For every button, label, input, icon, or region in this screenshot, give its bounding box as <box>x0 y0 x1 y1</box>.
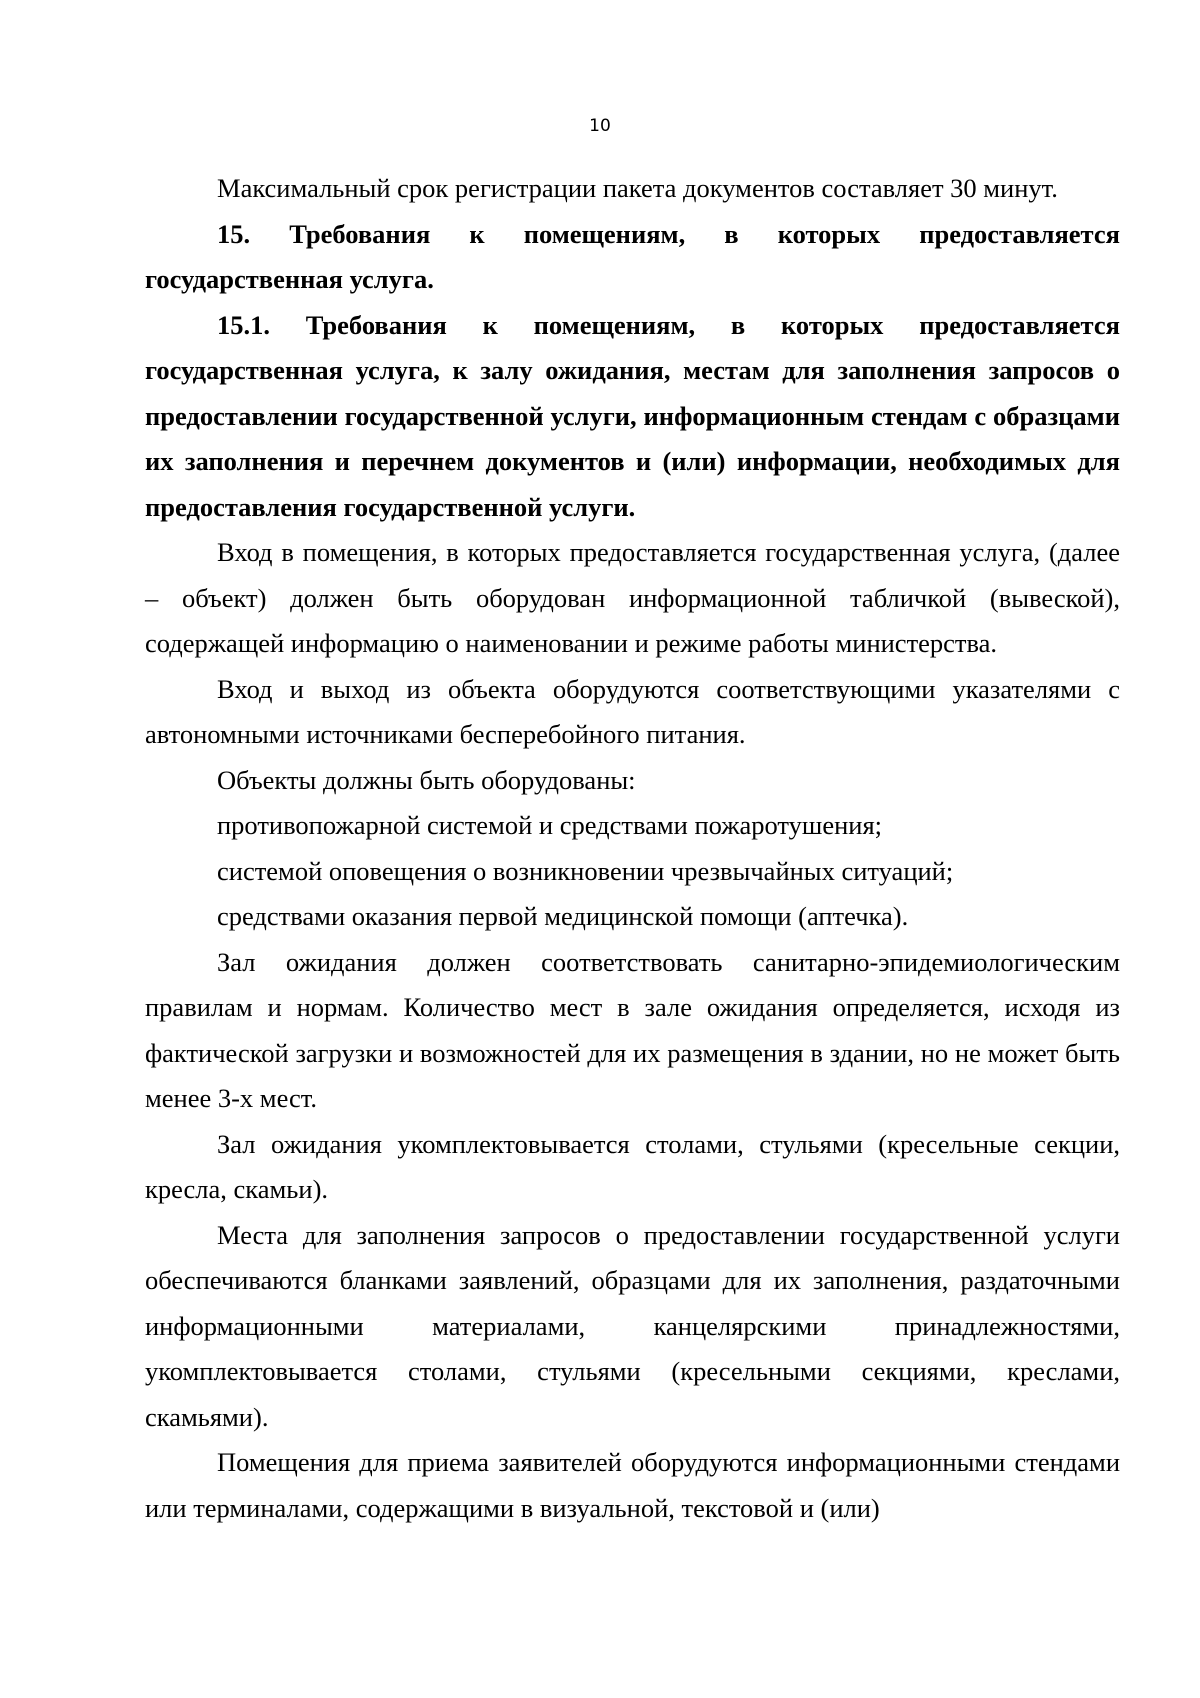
list-item-fire-system: противопожарной системой и средствами пожаротушения; <box>217 810 882 840</box>
document-body <box>145 166 1120 1531</box>
paragraph-waiting-hall-norms: Зал ожидания должен соответствовать санитарно-эпидемиологическим правилам и нормам. Количество мест в зале ожидания определяется, исходя из фактической загрузки и возможностей для их размещения в здании, но не может быть менее 3-х мест. <box>145 946 1120 1113</box>
paragraph-equipment-intro: Объекты должны быть оборудованы: <box>217 764 636 795</box>
page-number: 10 <box>589 116 611 136</box>
list-item-alert-system: системой оповещения о возникновении чрезвычайных ситуаций; <box>217 855 954 886</box>
list-item-first-aid: средствами оказания первой медицинской помощи (аптечка). <box>217 901 909 931</box>
paragraph-registration-time: Максимальный срок регистрации пакета документов составляет 30 минут. <box>217 173 1058 203</box>
section-heading-15-1: 15.1. Требования к помещениям, в которых предоставляется государственная услуга, к залу ожидания, местам для заполнения запросов о предоставлении государственной услуги, информационным стендам с образцами их заполнения и перечнем документов и (или) информации, необходимых для предоставления государственной услуги. <box>145 309 1120 522</box>
paragraph-info-stands: Помещения для приема заявителей оборудуются информационными стендами или терминалами, содержащими в визуальной, текстовой и (или) <box>145 1447 1120 1523</box>
paragraph-entrance-exit: Вход и выход из объекта оборудуются соответствующими указателями с автономными источниками бесперебойного питания. <box>145 673 1120 749</box>
paragraph-entrance-sign: Вход в помещения, в которых предоставляется государственная услуга, (далее – объект) должен быть оборудован информационной табличкой (вывеской), содержащей информацию о наименовании и режиме работы министерства. <box>145 537 1120 658</box>
paragraph-waiting-hall-furniture: Зал ожидания укомплектовывается столами, стульями (кресельные секции, кресла, скамьи). <box>145 1128 1120 1204</box>
section-heading-15: 15. Требования к помещениям, в которых предоставляется государственная услуга. <box>145 218 1120 294</box>
paragraph-request-places: Места для заполнения запросов о предоставлении государственной услуги обеспечиваются бланками заявлений, образцами для их заполнения, раздаточными информационными материалами, канцелярскими принадлежностями, укомплектовывается столами, стульями (кресельными секциями, креслами, скамьями). <box>145 1219 1120 1432</box>
